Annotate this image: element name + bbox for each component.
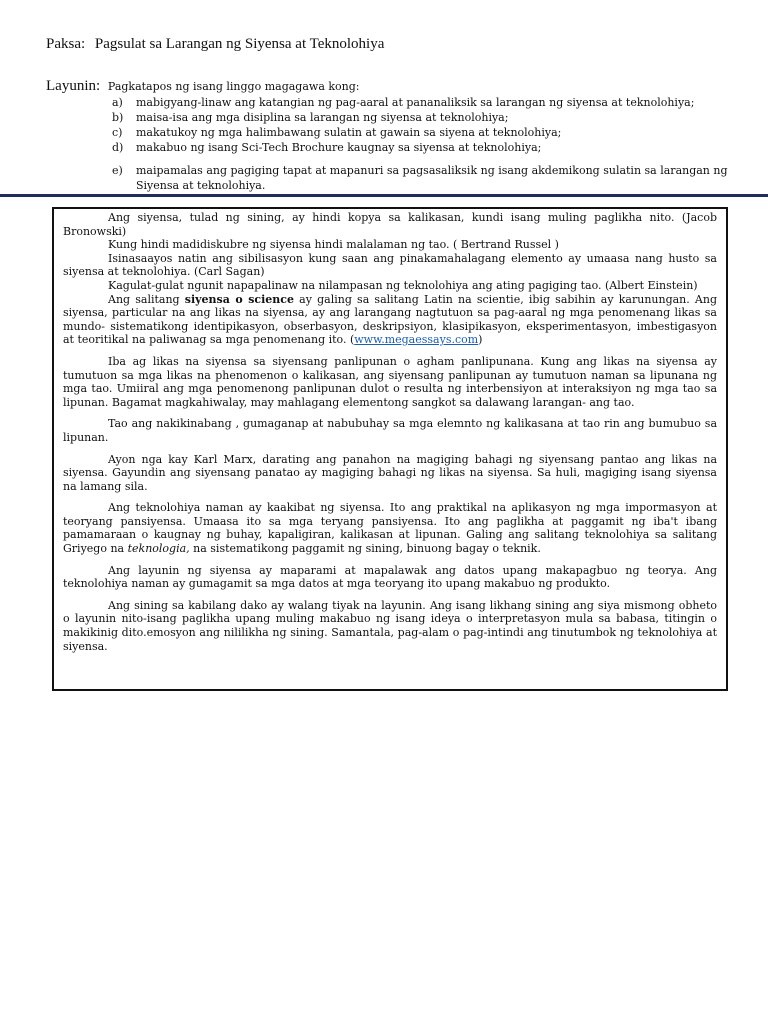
topic-title: Pagsulat sa Larangan ng Siyensa at Teknolohiya	[94, 36, 385, 52]
objective-letter: c)	[112, 126, 123, 139]
objective-letter: e)	[112, 164, 123, 177]
text-span: Ang salitang	[108, 292, 185, 306]
quote-sagan: Isinasaayos natin ang sibilisasyon kung saan ang pinakamahalagang elemento ay umaasa nang husto sa siyensa at teknolohiya. (Carl Sagan)	[63, 251, 717, 279]
quote-russel: Kung hindi madidiskubre ng siyensa hindi malalaman ng tao. ( Bertrand Russel )	[108, 238, 559, 252]
objective-item	[112, 140, 742, 155]
objective-letter: a)	[112, 96, 123, 109]
italic-term: teknologia,	[127, 542, 190, 556]
text-span: na sistematikong paggamit ng sining, binuong bagay o teknik.	[189, 542, 541, 556]
objective-letter: b)	[112, 111, 124, 124]
objective-text: makabuo ng isang Sci-Tech Brochure kaugnay sa siyensa at teknolohiya;	[136, 141, 542, 154]
paragraph-karl-marx: Ayon nga kay Karl Marx, darating ang panahon na magiging bahagi ng siyensang pantao ang likas na siyensa. Gayundin ang siyensang panatao ay magiging bahagi ng likas na siyensa. Sa huli, magiging isang siyensa na lamang sila.	[63, 452, 717, 493]
text-span: )	[478, 333, 483, 347]
bold-term: siyensa o science	[184, 292, 294, 306]
objective-item	[112, 110, 742, 125]
header-divider	[0, 194, 768, 197]
paragraph-likas-na-siyensa: Iba ag likas na siyensa sa siyensang panlipunan o agham panlipunana. Kung ang likas na siyensa ay tumutuon sa mga likas na phenomenon o kalikasan, ang siyensang panlipunan ay tumutuon naman sa lipunana ng mga tao. Umiiral ang mga penomenong panlipunan dulot o resulta ng interbensiyon at interaksiyon ng mga tao sa lipunan. Bagamat magkahiwalay, may mahlagang elementong sangkot sa dalawang larangan- ang tao.	[63, 354, 717, 409]
objective-text: maisa-isa ang mga disiplina sa larangan ng siyensa at teknolohiya;	[136, 111, 509, 124]
quote-einstein: Kagulat-gulat ngunit napapalinaw na nilampasan ng teknolohiya ang ating pagiging tao. (Albert Einstein)	[108, 278, 698, 292]
objectives-list	[112, 95, 742, 193]
paragraph-siyensa-definition	[63, 293, 717, 347]
quote-bronowski: Ang siyensa, tulad ng sining, ay hindi kopya sa kalikasan, kundi isang muling paglikha nito. (Jacob Bronowski)	[63, 211, 717, 238]
objectives-header	[46, 78, 360, 95]
megaessays-link[interactable]: www.megaessays.com	[354, 333, 479, 347]
objective-text: makatukoy ng mga halimbawang sulatin at gawain sa siyena at teknolohiya;	[136, 126, 562, 139]
objective-text: mabigyang-linaw ang katangian ng pag-aaral at pananaliksik sa larangan ng siyensa at teknolohiya;	[136, 96, 695, 109]
text-span: Ang teknolohiya naman ay kaakibat ng siyensa. Ito ang praktikal na aplikasyon ng mga impormasyon at teoryang pansiyensa. Umaasa ito sa mga teryang pansiyensa. Ito ang paglikha at paggamit ng iba't ibang pamamaraan o kaugnay ng buhay, kapaligiran, kalikasan at lipunan. Galing ang salitang teknolohiya sa salitang Griyego na	[63, 501, 717, 556]
objective-item	[112, 163, 742, 193]
paragraph-sining: Ang sining sa kabilang dako ay walang tiyak na layunin. Ang isang likhang sining ang siya mismong obheto o layunin nito-isang paglikha upang muling makabuo ng isang ideya o interpretasyon mula sa babasa, titingin o makikinig dito.emosyon ang nililikha ng sining. Samantala, pag-alam o pag-intindi ang tinutumbok ng teknolohiya at siyensa.	[63, 598, 717, 653]
topic-header	[46, 36, 384, 53]
topic-label: Paksa:	[46, 36, 86, 52]
paragraph-teknolohiya	[63, 501, 717, 555]
paragraph-layunin-ng-siyensa: Ang layunin ng siyensa ay maparami at mapalawak ang datos upang makapagbuo ng teorya. Ang teknolohiya naman ay gumagamit sa mga datos at mga teoryang ito upang makabuo ng produkto.	[63, 563, 717, 591]
objectives-intro: Pagkatapos ng isang linggo magagawa kong:	[107, 80, 360, 93]
objective-item	[112, 125, 742, 140]
objective-item	[112, 95, 742, 110]
content-box	[52, 207, 728, 691]
objective-letter: d)	[112, 141, 124, 154]
objective-text: maipamalas ang pagiging tapat at mapanuri sa pagsasaliksik ng isang akdemikong sulatin sa larangan ng Siyensa at teknolohiya.	[136, 164, 728, 192]
paragraph-tao: Tao ang nakikinabang , gumaganap at nabubuhay sa mga elemnto ng kalikasana at tao rin ang bumubuo sa lipunan.	[63, 417, 717, 444]
objectives-label: Layunin:	[46, 78, 101, 94]
text-span: ay galing sa salitang Latin na scientie, ibig sabihin ay karunungan. Ang siyensa, particular na ang likas na siyensa, ay ang larangang nagtutuon sa pag-aaral ng mga penomenang likas sa mundo- sistematikong identipikasyon, obserbasyon, deskripsiyon, klasipikasyon, eksperimentasyon, imbestigasyon at teoritikal na paliwanag sa mga penomenang ito. (	[63, 292, 717, 347]
